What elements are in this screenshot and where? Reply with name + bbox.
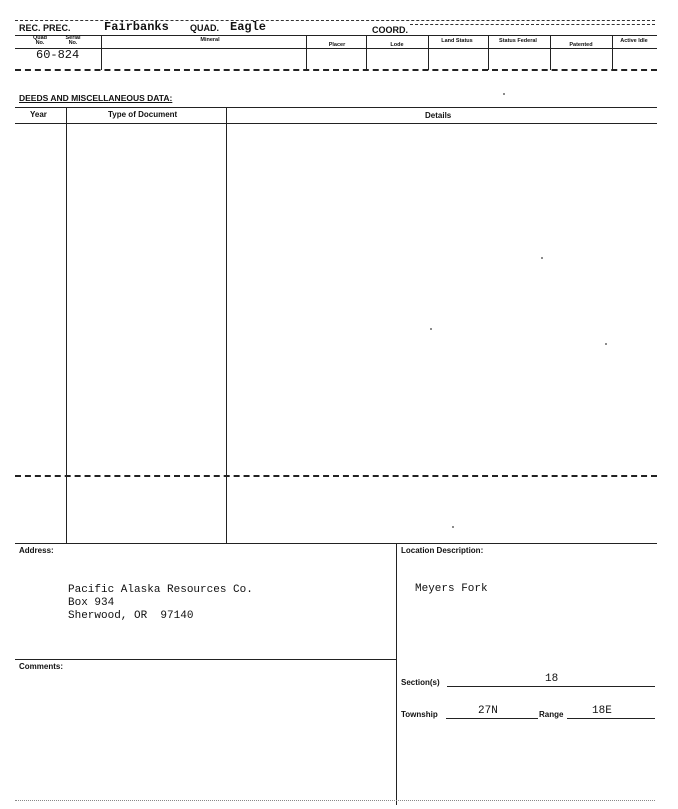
sections-value: 18 [545,673,559,685]
address-label: Address: [19,546,54,555]
address-line-1: Pacific Alaska Resources Co. [68,584,253,596]
bottom-vline [396,543,397,805]
location-value: Meyers Fork [415,583,488,595]
header-vline-4 [428,35,429,70]
address-bottom-rule [15,659,396,660]
col-patented: Patented [569,42,593,48]
address-line-3: Sherwood, OR 97140 [68,610,194,622]
header-vline-1 [101,35,102,70]
col-active-idle: Active Idle [620,38,648,44]
range-value: 18E [592,705,612,717]
coord-line [410,24,655,25]
comments-label: Comments: [19,662,64,671]
speck [541,257,543,259]
quad-label: QUAD. [190,23,219,33]
deeds-top-rule [15,107,657,108]
quad-no-value: 60-824 [36,48,80,62]
speck [430,328,432,330]
coord-label: COORD. [372,25,408,35]
header-vline-3 [366,35,367,70]
col-year: Year [30,110,47,119]
col-quad-no: Quad No. [32,35,48,46]
col-mineral: Mineral [200,37,220,43]
deeds-dashed-divider [15,475,657,477]
col-lode: Lode [390,42,404,48]
sections-label: Section(s) [401,678,440,687]
header-vline-6 [550,35,551,70]
header-vline-5 [488,35,489,70]
header-bottom-dashed [15,69,657,71]
header-vline-7 [612,35,613,70]
speck [452,526,454,528]
bottom-edge [15,800,655,801]
deeds-bottom-rule [15,543,657,544]
col-type-of-document: Type of Document [108,110,178,119]
address-line-2: Box 934 [68,597,115,609]
header-rule [15,35,657,36]
col-details: Details [425,111,452,120]
header-vline-2 [306,35,307,70]
deeds-title: DEEDS AND MISCELLANEOUS DATA: [19,93,173,103]
col-serial-no: Serial No. [65,35,81,46]
range-underline [567,718,655,719]
sections-underline [447,686,655,687]
speck [605,343,607,345]
deeds-vline-1 [66,107,67,543]
location-label: Location Description: [401,546,484,555]
quad-value: Eagle [230,20,267,34]
column-header-rule [15,48,657,49]
col-placer: Placer [328,42,346,48]
rec-prec-value: Fairbanks [104,20,169,34]
deeds-header-rule [15,123,657,124]
rec-prec-label: REC. PREC. [19,23,71,33]
speck [503,93,505,95]
deeds-vline-2 [226,107,227,543]
township-value: 27N [478,705,498,717]
township-underline [446,718,538,719]
col-status-federal: Status Federal [499,38,537,44]
range-label: Range [539,710,564,719]
col-land-status: Land Status [441,38,473,44]
township-label: Township [401,710,438,719]
